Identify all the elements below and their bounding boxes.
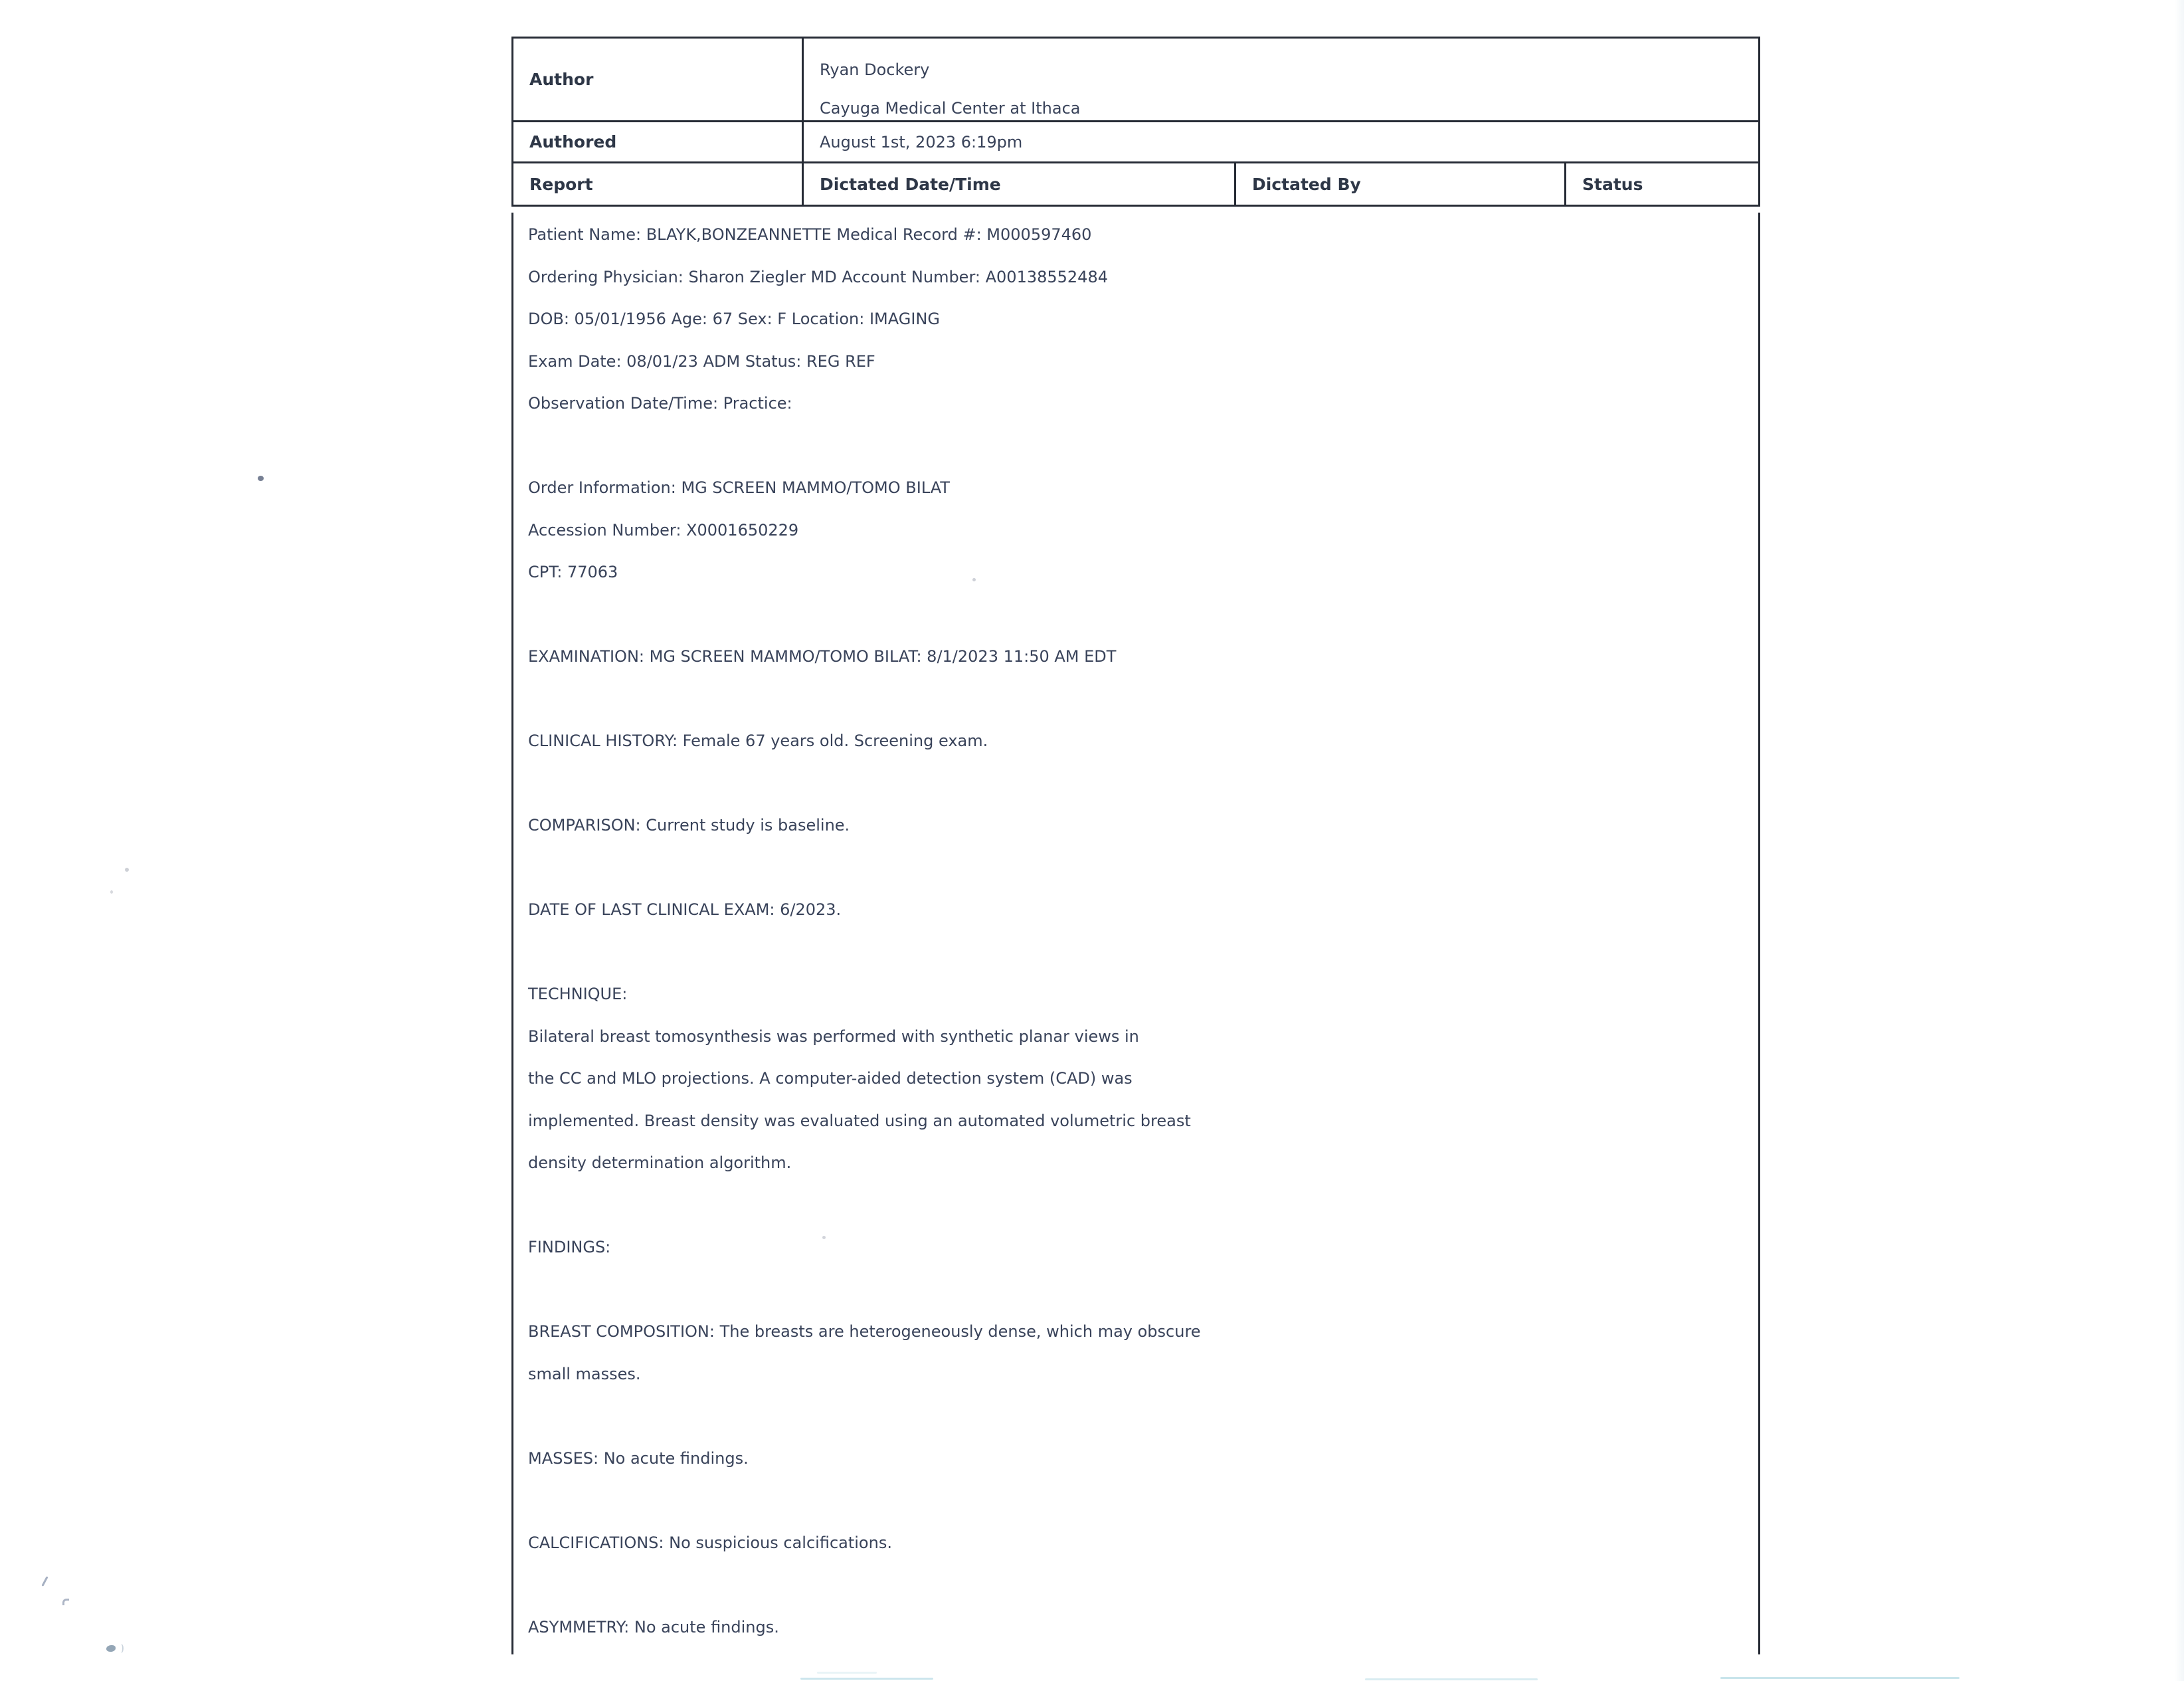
report-line: BREAST COMPOSITION: The breasts are heterogeneously dense, which may obscure [528, 1322, 1201, 1341]
report-body-text [513, 213, 1758, 1648]
scan-artifact [125, 868, 129, 872]
report-line: CLINICAL HISTORY: Female 67 years old. Screening exam. [528, 732, 988, 750]
scan-bottom-smudge [817, 1672, 877, 1674]
authored-label: Authored [513, 122, 804, 161]
dictated-datetime-column-header: Dictated Date/Time [804, 163, 1236, 205]
scan-bottom-smudge [1365, 1678, 1538, 1680]
scan-artifact [41, 1576, 48, 1587]
report-line [528, 847, 1738, 890]
report-line: TECHNIQUE: [528, 985, 628, 1003]
author-name: Ryan Dockery [820, 60, 930, 79]
scan-artifact [106, 1645, 116, 1652]
report-line: Order Information: MG SCREEN MAMMO/TOMO BILAT [528, 478, 950, 497]
status-column-header: Status [1582, 174, 1643, 194]
report-line: Exam Date: 08/01/23 ADM Status: REG REF [528, 351, 875, 371]
report-line [528, 678, 1738, 721]
report-line: implemented. Breast density was evaluated using an automated volumetric breast [528, 1111, 1191, 1130]
report-line [528, 594, 1738, 637]
report-line: Observation Date/Time: Practice: [528, 394, 792, 413]
authored-row [513, 122, 1758, 163]
report-line: Ordering Physician: Sharon Ziegler MD Account Number: A00138552484 [528, 267, 1108, 286]
scan-artifact [258, 476, 264, 481]
scan-bottom-smudge [1720, 1677, 1959, 1679]
report-line: ASYMMETRY: No acute findings. [528, 1617, 779, 1636]
scan-artifact [118, 1644, 124, 1653]
authored-value: August 1st, 2023 6:19pm [820, 132, 1023, 151]
report-line [528, 1395, 1738, 1438]
report-line: CALCIFICATIONS: No suspicious calcifications. [528, 1533, 892, 1552]
report-line [528, 1185, 1738, 1227]
report-line: DATE OF LAST CLINICAL EXAM: 6/2023. [528, 900, 842, 919]
author-organization: Cayuga Medical Center at Ithaca [820, 99, 1081, 118]
report-column-header: Report [513, 163, 804, 205]
report-line: MASSES: No acute findings. [528, 1448, 749, 1468]
report-line [528, 932, 1738, 974]
report-line: DOB: 05/01/1956 Age: 67 Sex: F Location: IMAGING [528, 310, 940, 328]
scan-artifact [62, 1599, 69, 1605]
report-line: Bilateral breast tomosynthesis was performed with synthetic planar views in [528, 1027, 1139, 1046]
report-line: FINDINGS: [528, 1238, 611, 1256]
report-body-panel [511, 213, 1760, 1654]
report-line [528, 1480, 1738, 1522]
scan-bottom-smudge [800, 1678, 933, 1680]
report-line: CPT: 77063 [528, 563, 618, 581]
report-line [528, 1269, 1738, 1312]
report-header-table [511, 37, 1760, 207]
report-line: small masses. [528, 1364, 641, 1383]
author-value-cell [804, 39, 1080, 120]
author-row [513, 39, 1758, 122]
report-line [528, 763, 1738, 805]
dictated-by-column-header: Dictated By [1236, 163, 1566, 205]
report-line: Patient Name: BLAYK,BONZEANNETTE Medical Record #: M000597460 [528, 225, 1092, 244]
report-line: density determination algorithm. [528, 1153, 792, 1172]
report-line: EXAMINATION: MG SCREEN MAMMO/TOMO BILAT: 8/1/2023 11:50 AM EDT [528, 647, 1117, 666]
report-line: the CC and MLO projections. A computer-aided detection system (CAD) was [528, 1069, 1133, 1088]
report-columns-row [513, 163, 1758, 205]
report-line: COMPARISON: Current study is baseline. [528, 816, 850, 835]
author-label: Author [513, 39, 804, 120]
report-line: Accession Number: X0001650229 [528, 520, 799, 540]
report-line [528, 425, 1738, 468]
scan-artifact [110, 890, 113, 894]
report-line [528, 1564, 1738, 1607]
scan-edge-tint [2175, 0, 2184, 1681]
